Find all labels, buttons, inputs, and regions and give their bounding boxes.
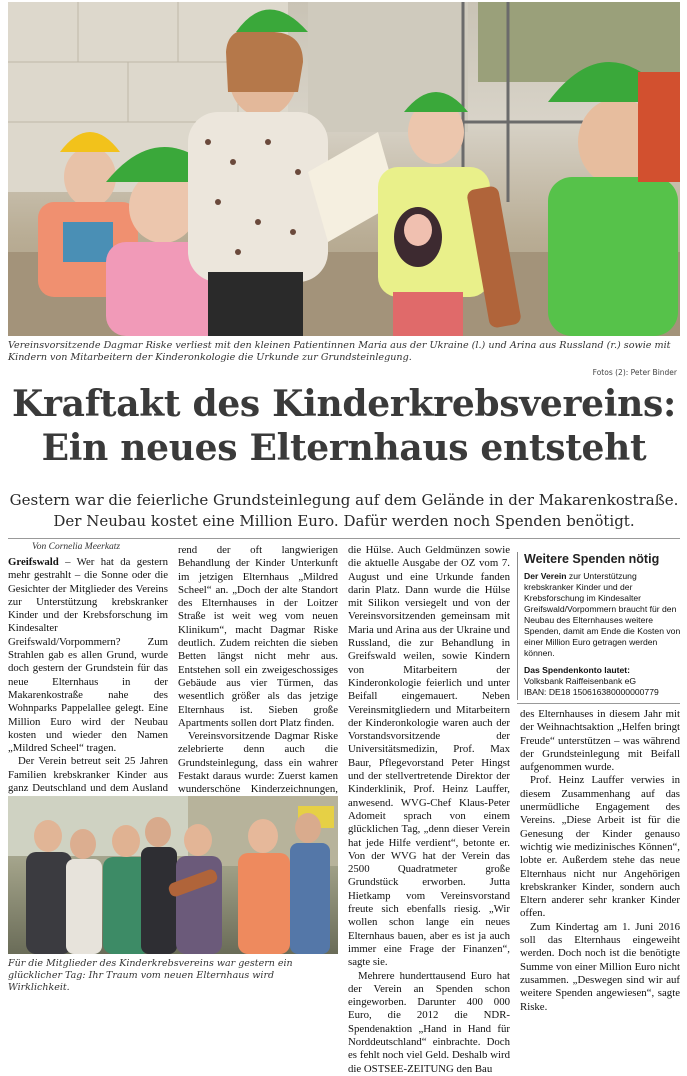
headline-line-2: Ein neues Elternhaus entsteht — [41, 427, 647, 469]
article-column-3 — [348, 544, 510, 1075]
subheadline-line-2: Der Neubau kostet eine Million Euro. Dafür werden noch Spenden benötigt. — [53, 512, 635, 530]
article-column-4 — [520, 708, 680, 1013]
article-paragraph: des Elternhauses in diesem Jahr mit der Weihnachtsaktion „Helfen bringt Freude“ unterstützen – was während der Grundsteinlegung mit Beifall aufgenommen wurde. — [520, 708, 680, 774]
bank-name: Volksbank Raiffeisenbank eG — [524, 676, 637, 686]
infobox-title: Weitere Spenden nötig — [524, 552, 660, 566]
top-photo-caption: Vereinsvorsitzende Dagmar Riske verliest mit den kleinen Patientinnen Maria aus der Ukraine (l.) und Arina aus Russland (r.) sowie mit Kindern von Mitarbeitern der Kinderonkologie die Urkunde zur Grundsteinlegung. — [8, 340, 671, 363]
article-paragraph: rend der oft langwierigen Behandlung der Kinder Unterkunft im jetzigen Elternhaus „Mildred Scheel“ an. „Doch der alte Standort des Elternhauses in der Loitzer Straße ist weit weg vom neuen Klinikum“, macht Dagmar Riske deutlich. Zudem reichten die sieben Betten längst nicht mehr aus. Entstehen soll ein zweigeschossiges Gebäude aus vier Türmen, das wesentlich größer als das jetzige Elternhaus ist. Sieben große Apartments sollen dort Platz finden. — [178, 544, 338, 729]
divider — [8, 538, 680, 539]
account-label: Das Spendenkonto lautet: — [524, 665, 630, 675]
dateline: Greifswald — [8, 556, 59, 568]
article-paragraph: Der Verein betreut seit 25 Jahren Familien krebskranker Kinder aus ganz Deutschland und dem Ausland — [8, 755, 168, 795]
bottom-photo — [8, 796, 338, 954]
article-paragraph: Zum Kindertag am 1. Juni 2016 soll das Elternhaus eingeweiht werden. Doch noch ist die benötigte Summe von einer Million Euro nicht zusammen. „Deswegen sind wir auf weitere Spenden angewiesen“, sagte Riske. — [520, 920, 680, 1013]
article-column-2 — [178, 544, 338, 794]
article-column-1 — [8, 556, 168, 806]
article-paragraph: die Hülse. Auch Geldmünzen sowie die aktuelle Ausgabe der OZ vom 7. August und eine Urkunde fanden darin Platz. Dann wurde die Hülse mit Silikon versiegelt und von der Vereinsvorsitzenden gemeinsam mit Maria und Arina aus der Ukraine und Russland, die zur Behandlung in Greifswald weilen, sowie Kindern von Mitarbeitern der Kinderonkologie feierlich und unter Beifall eingemauert. Neben Vereinsmitgliedern und Mitarbeitern der Kinderonkologie waren auch der Vorstandsvorsitzende der Universitätsmedizin, Prof. Max Baur, Pflegevorstand Peter Hingst und der stellvertretende Direktor der Kinderklinik, Prof. Heinz Lauffer, anwesend. WVG-Chef Klaus-Peter Adomeit sprach von einem glücklichen Tag, „denn dieser Verein hat jede Hilfe verdient“, betonte er. Von der WVG hat der Verein das 2500 Quadratmeter große Grundstück erworben. Jutta Hietkamp vom Vereinsvorstand freute sich ebenfalls riesig. „Wir wollen schon lange ein neues Elternhaus bauen, aber es ist ja auch immer eine Frage der Finanzen“, sagte sie. — [348, 544, 510, 969]
iban: IBAN: DE18 150616380000000779 — [524, 687, 659, 697]
author-byline: Von Cornelia Meerkatz — [32, 542, 121, 552]
infobox-text: Der Verein zur Unterstützung krebskranker Kinder und der Krebsforschung im Kindesalter Greifswald/Vorpommern braucht für den Neubau des Elternhauses weitere Spenden, damit am Ende die Kosten von einer Million Euro getragen werden können. — [524, 571, 681, 658]
headline-line-1: Kraftakt des Kinderkrebsvereins: — [12, 383, 676, 425]
article-paragraph: Mehrere hunderttausend Euro hat der Verein an Spenden schon eingeworben. Darunter 400 000 Euro, die 2012 die NDR-Spendenaktion „Hand in Hand für Norddeutschland“ einbrachte. Doch es fehlt noch viel Geld. Deshalb wird die OSTSEE-ZEITUNG den Bau — [348, 969, 510, 1075]
photo-credit: Fotos (2): Peter Binder — [592, 368, 677, 377]
infobox-divider — [517, 703, 680, 704]
donation-infobox — [517, 552, 687, 700]
bottom-photo-caption: Für die Mitglieder des Kinderkrebsvereins war gestern ein glücklicher Tag: Ihr Traum vom neuen Elternhaus wird Wirklichkeit. — [8, 958, 293, 993]
article-paragraph: Vereinsvorsitzende Dagmar Riske zelebrierte denn auch die Grundsteinlegung, dass ein wahrer Festakt daraus wurde: Zuerst kamen wunderschöne Kinderzeichnungen, — [178, 730, 338, 796]
subheadline — [8, 490, 680, 532]
top-photo — [8, 2, 680, 336]
article-paragraph: Prof. Heinz Lauffer verwies in diesem Zusammenhang auf das unermüdliche Engagement des Vereins. „Diese Arbeit ist für die Genesung der Kinder genauso wichtig wie medizinisches Können“, lobte er. Außerdem stehe das neue Elternhaus nicht nur Angehörigen krebskranker Kinder, sondern auch Eltern anderer sehr kranker Kinder offen. — [520, 774, 680, 920]
headline — [8, 382, 680, 470]
article-paragraph: Greifswald – Wer hat da gestern mehr gestrahlt – die Sonne oder die Gesichter der Mitglieder des Vereins zur Unterstützung krebskranker Kinder und der Krebsforschung im Kindesalter Greifswald/Vorpommern? Zum Strahlen gab es allen Grund, wurde doch gestern der Grundstein für das neue Elternhaus in der Makarenkostraße nahe des Wohnparks Pappelallee gelegt. Eine Million Euro wird der Neubau kosten und wieder den Namen „Mildred Scheel“ tragen. — [8, 556, 168, 755]
subheadline-line-1: Gestern war die feierliche Grundsteinlegung auf dem Gelände in der Makarenkostraße. — [9, 491, 679, 509]
